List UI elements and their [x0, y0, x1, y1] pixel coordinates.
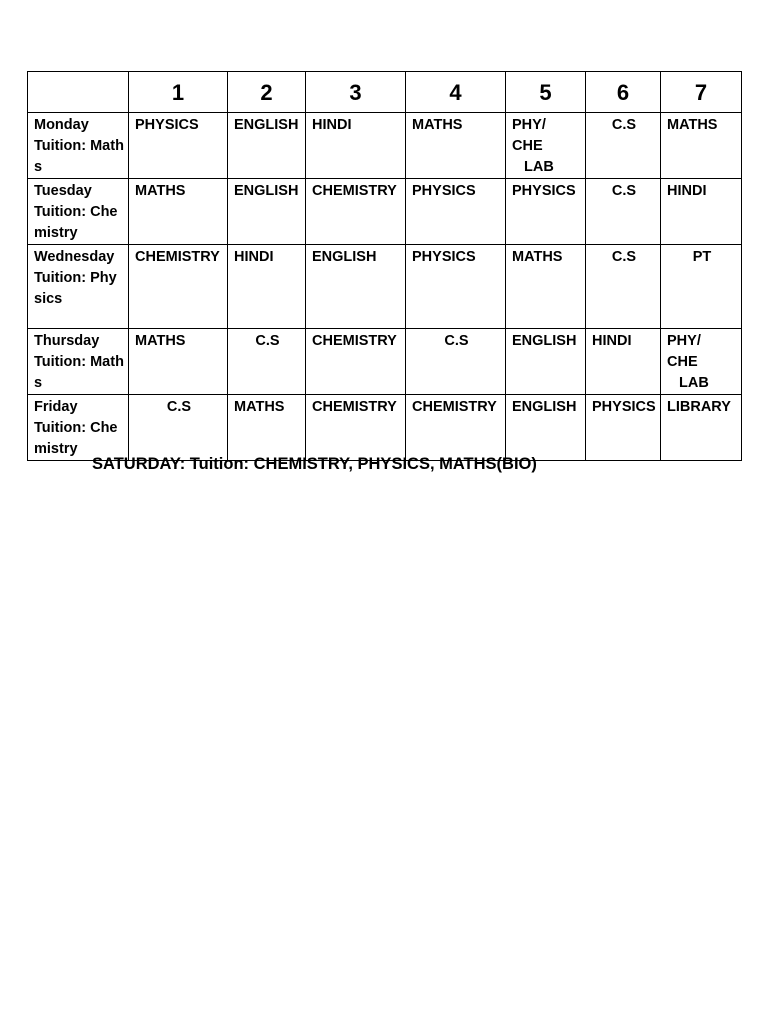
day-cell	[28, 113, 129, 179]
subject-cell: CHEMISTRY	[129, 245, 228, 329]
day-name: Wednesday	[34, 249, 115, 265]
subject-cell: CHEMISTRY	[306, 179, 406, 245]
table-row	[28, 329, 742, 395]
corner-cell	[28, 72, 129, 113]
subject-cell: MATHS	[406, 113, 506, 179]
table-row	[28, 113, 742, 179]
header-row	[28, 72, 742, 113]
subject-cell: LIBRARY	[661, 395, 742, 461]
tuition-label: Tuition: Chemistry	[34, 420, 118, 457]
period-header: 4	[406, 72, 506, 113]
day-name: Tuesday	[34, 183, 92, 199]
subject-cell: MATHS	[661, 113, 742, 179]
subject-cell	[506, 113, 586, 179]
subject-text: PHY/ CHE	[667, 333, 701, 370]
lab-label: LAB	[524, 159, 554, 175]
day-name: Monday	[34, 117, 89, 133]
table-row	[28, 395, 742, 461]
subject-cell: CHEMISTRY	[306, 329, 406, 395]
subject-cell: HINDI	[228, 245, 306, 329]
subject-cell: PHYSICS	[506, 179, 586, 245]
period-header: 5	[506, 72, 586, 113]
subject-cell: C.S	[586, 245, 661, 329]
subject-cell: PHYSICS	[586, 395, 661, 461]
period-header: 7	[661, 72, 742, 113]
table-row	[28, 179, 742, 245]
subject-cell: C.S	[586, 113, 661, 179]
tuition-label: Tuition: Maths	[34, 138, 124, 175]
subject-cell: C.S	[129, 395, 228, 461]
subject-cell: PHYSICS	[129, 113, 228, 179]
subject-cell: HINDI	[306, 113, 406, 179]
subject-cell: ENGLISH	[506, 329, 586, 395]
table-row	[28, 245, 742, 329]
period-header: 3	[306, 72, 406, 113]
day-name: Friday	[34, 399, 78, 415]
day-name: Thursday	[34, 333, 100, 349]
lab-label: LAB	[679, 375, 709, 391]
subject-cell	[661, 329, 742, 395]
subject-cell: HINDI	[661, 179, 742, 245]
subject-cell: PT	[661, 245, 742, 329]
subject-cell: PHYSICS	[406, 179, 506, 245]
subject-cell: HINDI	[586, 329, 661, 395]
subject-cell: CHEMISTRY	[406, 395, 506, 461]
subject-cell: PHYSICS	[406, 245, 506, 329]
saturday-note: SATURDAY: Tuition: CHEMISTRY, PHYSICS, MATHS(BIO)	[92, 455, 537, 473]
period-header: 6	[586, 72, 661, 113]
day-cell	[28, 329, 129, 395]
tuition-label: Tuition: Physics	[34, 270, 117, 307]
subject-text: PHY/ CHE	[512, 117, 546, 154]
day-cell	[28, 179, 129, 245]
subject-cell: C.S	[586, 179, 661, 245]
subject-cell: C.S	[228, 329, 306, 395]
tuition-label: Tuition: Chemistry	[34, 204, 118, 241]
subject-cell: C.S	[406, 329, 506, 395]
subject-cell: MATHS	[506, 245, 586, 329]
subject-cell: ENGLISH	[228, 179, 306, 245]
subject-cell: ENGLISH	[506, 395, 586, 461]
subject-cell: ENGLISH	[306, 245, 406, 329]
timetable	[27, 71, 742, 461]
subject-cell: MATHS	[228, 395, 306, 461]
subject-cell: MATHS	[129, 179, 228, 245]
period-header: 1	[129, 72, 228, 113]
day-cell	[28, 245, 129, 329]
subject-cell: CHEMISTRY	[306, 395, 406, 461]
day-cell	[28, 395, 129, 461]
period-header: 2	[228, 72, 306, 113]
subject-cell: MATHS	[129, 329, 228, 395]
tuition-label: Tuition: Maths	[34, 354, 124, 391]
subject-cell: ENGLISH	[228, 113, 306, 179]
